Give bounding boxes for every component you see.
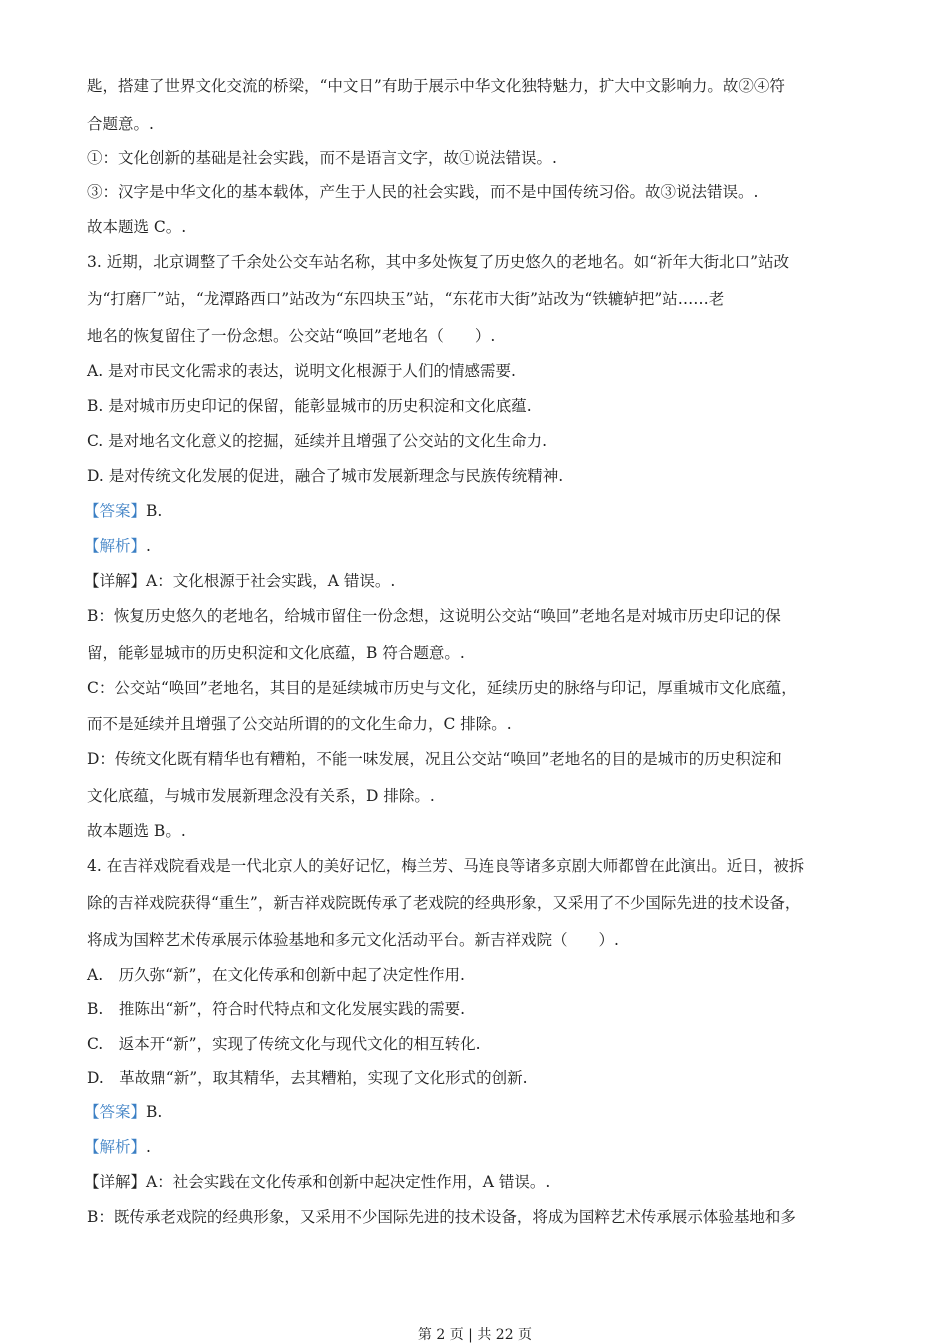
text-line [87,396,532,416]
text-line [87,1034,481,1054]
line-text: ③：汉字是中华文化的基本载体，产生于人民的社会实践，而不是中国传统习俗。故③说法错误。. [87,183,759,201]
line-text: 匙，搭建了世界文化交流的桥梁，“中文日”有助于展示中华文化独特魅力，扩大中文影响力。故②④符 [87,77,785,95]
line-text: D. 革故鼎“新”，取其精华，去其糟粕，实现了文化形式的创新. [87,1069,528,1087]
line-text: 合题意。. [87,115,154,133]
text-line [87,749,782,769]
text-line [87,289,724,309]
section-tag: 【解析】 [84,1138,147,1156]
text-line [84,1172,550,1192]
text-line [87,466,563,486]
section-tag: 【详解】 [84,572,147,590]
text-line [87,361,516,381]
text-line [87,1068,528,1088]
line-text: C. 是对地名文化意义的挖掘，延续并且增强了公交站的文化生命力. [87,432,548,450]
line-text: 故本题选 C。. [87,218,187,236]
line-text: 将成为国粹艺术传承展示体验基地和多元文化活动平台。新吉祥戏院（ ）. [87,931,619,949]
line-text: 而不是延续并且增强了公交站所谓的的文化生命力，C 排除。. [87,715,512,733]
line-text: B：既传承老戏院的经典形象，又采用不少国际先进的技术设备，将成为国粹艺术传承展示体验基地和多 [87,1208,796,1226]
line-text: A. 是对市民文化需求的表达，说明文化根源于人们的情感需要. [87,362,516,380]
text-line [87,217,186,237]
section-tag: 【答案】 [84,1103,147,1121]
text-line [87,326,495,346]
line-text: 故本题选 B。. [87,822,186,840]
text-line [84,1137,151,1157]
line-text: A. 历久弥“新”，在文化传承和创新中起了决定性作用. [87,966,465,984]
line-text: B. 推陈出“新”，符合时代特点和文化发展实践的需要. [87,1000,466,1018]
line-text: B：恢复历史悠久的老地名，给城市留住一份念想，这说明公交站“唤回”老地名是对城市历史印记的保 [87,607,781,625]
text-line [87,821,186,841]
text-line [87,606,781,626]
text-line [87,431,547,451]
text-line [87,930,619,950]
line-text: C. 返本开“新”，实现了传统文化与现代文化的相互转化. [87,1035,481,1053]
line-text: 除的吉祥戏院获得“重生”，新吉祥戏院既传承了老戏院的经典形象，又采用了不少国际先进的技术设备， [87,894,801,912]
text-line [87,678,797,698]
text-line [87,714,512,734]
text-line [87,856,804,876]
section-tag: 【答案】 [84,502,147,520]
text-line [87,999,465,1019]
line-text: A：社会实践在文化传承和创新中起决定性作用，A 错误。. [146,1173,551,1191]
line-text: D：传统文化既有精华也有糟粕，不能一味发展，况且公交站“唤回”老地名的目的是城市的历史积淀和 [87,750,782,768]
text-line [87,76,785,96]
line-text: 3. 近期，北京调整了千余处公交车站名称，其中多处恢复了历史悠久的老地名。如“祈年大街北口”站改 [87,253,790,271]
text-line [87,252,789,272]
text-line [87,148,557,168]
text-line [84,501,162,521]
section-tag: 【解析】 [84,537,147,555]
line-text: A：文化根源于社会实践，A 错误。. [146,572,396,590]
section-tag: 【详解】 [84,1173,147,1191]
line-text: B. [146,1103,163,1121]
text-line [84,536,151,556]
text-line [84,1102,162,1122]
line-text: 文化底蕴，与城市发展新理念没有关系，D 排除。. [87,787,435,805]
line-text: 4. 在吉祥戏院看戏是一代北京人的美好记忆，梅兰芳、马连良等诸多京剧大师都曾在此演出。近日，被拆 [87,857,805,875]
text-line [87,786,435,806]
text-line [87,643,465,663]
line-text: ①：文化创新的基础是社会实践，而不是语言文字，故①说法错误。. [87,149,557,167]
text-line [84,571,395,591]
text-line [87,182,758,202]
page-footer: 第 2 页 | 共 22 页 [417,1327,533,1343]
text-line [87,1207,796,1227]
line-text: 为“打磨厂”站，“龙潭路西口”站改为“东四块玉”站，“东花市大街”站改为“铁辘轳把”站……老 [87,290,725,308]
line-text: C：公交站“唤回”老地名，其目的是延续城市历史与文化，延续历史的脉络与印记，厚重城市文化底蕴， [87,679,797,697]
text-line [87,965,465,985]
text-line [87,114,154,134]
line-text: D. 是对传统文化发展的促进，融合了城市发展新理念与民族传统精神. [87,467,564,485]
line-text: . [146,1138,151,1156]
line-text: B. 是对城市历史印记的保留，能彰显城市的历史积淀和文化底蕴. [87,397,532,415]
line-text: 地名的恢复留住了一份念想。公交站“唤回”老地名（ ）. [87,327,496,345]
line-text: B. [146,502,163,520]
line-text: . [146,537,151,555]
text-line [87,893,800,913]
line-text: 留，能彰显城市的历史积淀和文化底蕴，B 符合题意。. [87,644,465,662]
